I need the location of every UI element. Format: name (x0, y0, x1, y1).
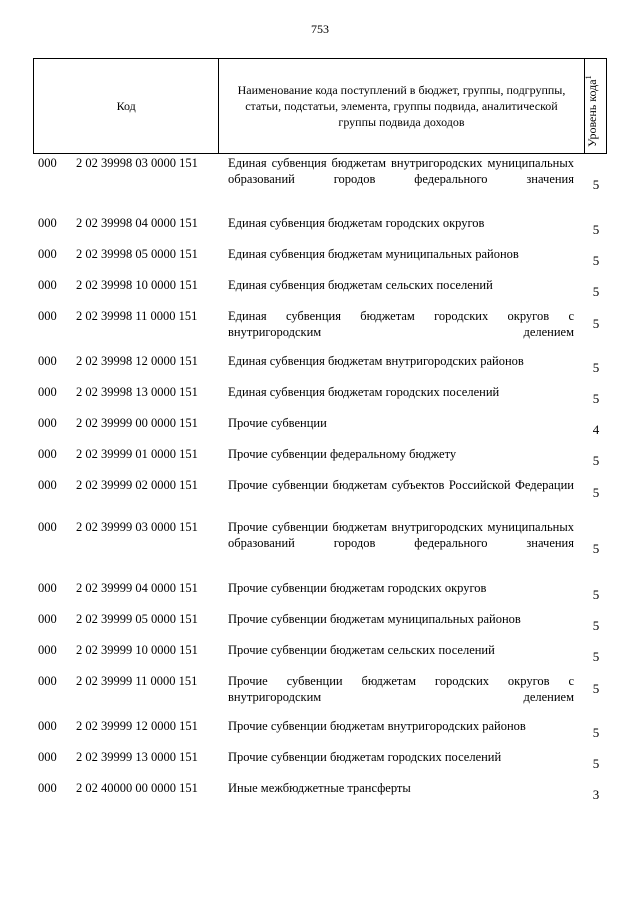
budget-code: 2 02 39998 13 0000 151 (76, 385, 198, 399)
page-number: 753 (311, 22, 329, 36)
code-name: Единая субвенция бюджетам муниципальных районов (228, 247, 519, 261)
admin-code: 000 (38, 781, 57, 795)
code-name: Единая субвенция бюджетам городских округов (228, 216, 485, 230)
code-name: Единая субвенция бюджетам городских округов с внутригородским делением (228, 309, 574, 339)
admin-code: 000 (38, 309, 57, 323)
header-level (584, 59, 606, 154)
code-name: Прочие субвенции бюджетам муниципальных районов (228, 612, 521, 626)
admin-code: 000 (38, 520, 57, 534)
code-level: 5 (592, 725, 600, 740)
budget-code: 2 02 39999 11 0000 151 (76, 674, 198, 688)
admin-code: 000 (38, 278, 57, 292)
code-level: 5 (592, 485, 600, 500)
budget-code: 2 02 39999 00 0000 151 (76, 416, 198, 430)
admin-code: 000 (38, 643, 57, 657)
budget-code: 2 02 39999 13 0000 151 (76, 750, 198, 764)
admin-code: 000 (38, 674, 57, 688)
budget-code: 2 02 39999 03 0000 151 (76, 520, 198, 534)
code-name: Единая субвенция бюджетам сельских поселений (228, 278, 493, 292)
code-level: 5 (592, 222, 600, 237)
budget-code: 2 02 39999 01 0000 151 (76, 447, 198, 461)
code-level: 5 (592, 649, 600, 664)
header-code: Код (34, 59, 219, 154)
code-level: 5 (592, 391, 600, 406)
code-name: Прочие субвенции бюджетам субъектов Российской Федерации (228, 478, 574, 492)
code-name: Иные межбюджетные трансферты (228, 781, 411, 795)
header-level-label: Уровень кода (584, 79, 599, 147)
budget-code: 2 02 39998 10 0000 151 (76, 278, 198, 292)
budget-code: 2 02 39998 03 0000 151 (76, 156, 198, 170)
header-name: Наименование кода поступлений в бюджет, группы, подгруппы, статьи, подстатьи, элемента, группы подвида, аналитической группы подвида доходов (219, 59, 584, 154)
code-name: Прочие субвенции бюджетам городских округов с внутригородским делением (228, 674, 574, 704)
budget-code: 2 02 39999 05 0000 151 (76, 612, 198, 626)
admin-code: 000 (38, 719, 57, 733)
code-name: Прочие субвенции бюджетам сельских поселений (228, 643, 495, 657)
admin-code: 000 (38, 385, 57, 399)
budget-code: 2 02 39999 04 0000 151 (76, 581, 198, 595)
admin-code: 000 (38, 354, 57, 368)
code-level: 3 (592, 787, 600, 802)
code-name: Прочие субвенции бюджетам городских поселений (228, 750, 502, 764)
code-name: Прочие субвенции бюджетам внутригородских муниципальных образований городов федерального значения (228, 520, 574, 550)
code-level: 5 (592, 284, 600, 299)
code-name: Единая субвенция бюджетам городских поселений (228, 385, 500, 399)
budget-code: 2 02 39998 05 0000 151 (76, 247, 198, 261)
admin-code: 000 (38, 216, 57, 230)
budget-code: 2 02 39998 04 0000 151 (76, 216, 198, 230)
code-name: Прочие субвенции федеральному бюджету (228, 447, 457, 461)
admin-code: 000 (38, 750, 57, 764)
admin-code: 000 (38, 416, 57, 430)
budget-code: 2 02 39999 10 0000 151 (76, 643, 198, 657)
code-level: 5 (592, 681, 600, 696)
admin-code: 000 (38, 247, 57, 261)
code-name: Единая субвенция бюджетам внутригородских муниципальных образований городов федерального значения (228, 156, 574, 186)
code-level: 5 (592, 360, 600, 375)
code-level: 5 (592, 541, 600, 556)
budget-code: 2 02 39999 02 0000 151 (76, 478, 198, 492)
code-level: 5 (592, 316, 600, 331)
code-name: Единая субвенция бюджетам внутригородских районов (228, 354, 524, 368)
admin-code: 000 (38, 612, 57, 626)
budget-code: 2 02 39998 11 0000 151 (76, 309, 198, 323)
header-level-footnote: 1 (583, 75, 593, 80)
admin-code: 000 (38, 478, 57, 492)
admin-code: 000 (38, 581, 57, 595)
code-level: 5 (592, 253, 600, 268)
code-level: 5 (592, 618, 600, 633)
code-level: 5 (592, 587, 600, 602)
budget-code: 2 02 39999 12 0000 151 (76, 719, 198, 733)
code-name: Прочие субвенции бюджетам городских округов (228, 581, 487, 595)
admin-code: 000 (38, 156, 57, 170)
code-level: 5 (592, 756, 600, 771)
table-header (33, 58, 607, 154)
admin-code: 000 (38, 447, 57, 461)
code-name: Прочие субвенции бюджетам внутригородских районов (228, 719, 526, 733)
code-level: 5 (592, 177, 600, 192)
budget-code: 2 02 39998 12 0000 151 (76, 354, 198, 368)
code-level: 4 (592, 422, 600, 437)
code-level: 5 (592, 453, 600, 468)
code-name: Прочие субвенции (228, 416, 327, 430)
budget-code: 2 02 40000 00 0000 151 (76, 781, 198, 795)
